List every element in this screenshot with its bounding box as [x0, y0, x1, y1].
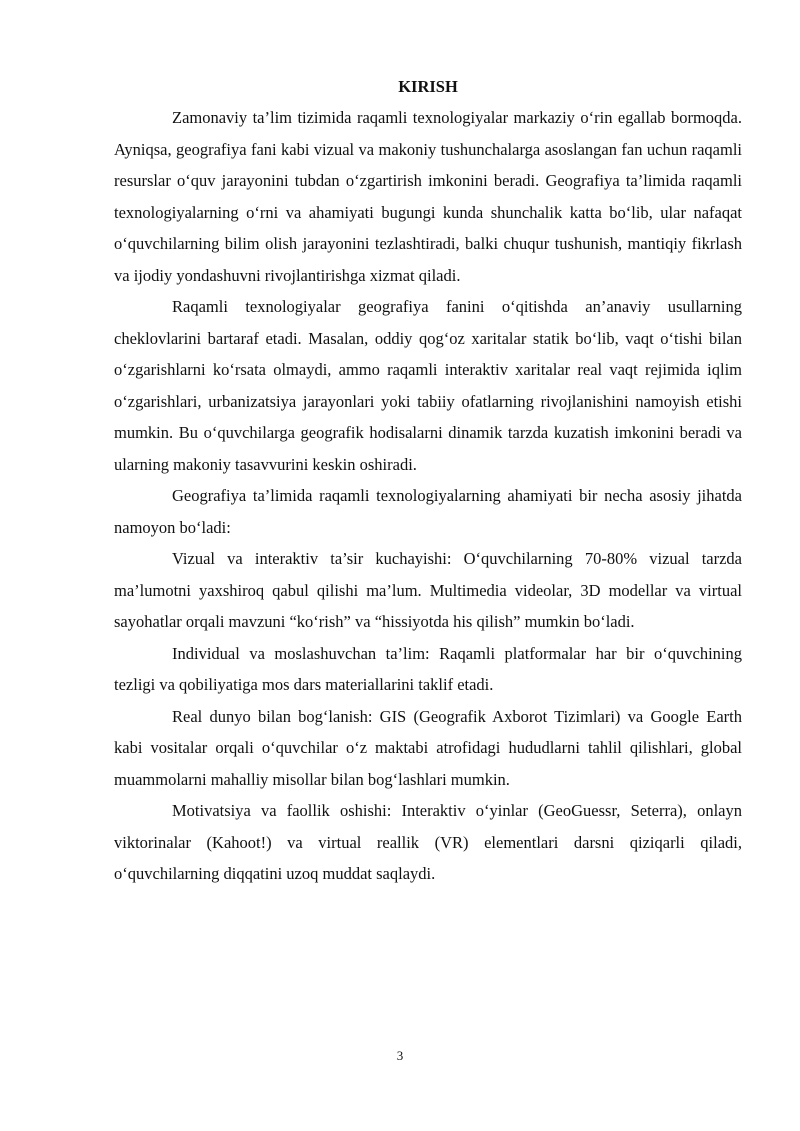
page-number: 3: [396, 1048, 404, 1063]
section-heading: KIRISH: [398, 77, 458, 96]
paragraph-limitations: Raqamli texnologiyalar geografiya fanini o‘qitishda an’anaviy usullarning cheklovlarini bartaraf etadi. Masalan, oddiy qog‘oz xaritalar statik bo‘lib, vaqt o‘tishi bilan o‘zgarishlarni ko‘rsata olmaydi, ammo raqamli interaktiv xaritalar real vaqt rejimida iqlim o‘zgarishlari, urbanizatsiya jarayonlari yoki tabiiy ofatlarning rivojlanishini namoyish etishi mumkin. Bu o‘quvchilarga geografik hodisalarni dinamik tarzda kuzatish imkonini beradi va ularning makoniy tasavvurini keskin oshiradi.: [114, 297, 742, 474]
paragraph-importance: Geografiya ta’limida raqamli texnologiyalarning ahamiyati bir necha asosiy jihatda namoyon bo‘ladi:: [114, 486, 742, 537]
paragraph-motivation: Motivatsiya va faollik oshishi: Interaktiv o‘yinlar (GeoGuessr, Seterra), onlayn viktorinalar (Kahoot!) va virtual reallik (VR) elementlari darsni qiziqarli qiladi, o‘quvchilarning diqqatini uzoq muddat saqlaydi.: [114, 801, 742, 883]
paragraph-individual-learning: Individual va moslashuvchan ta’lim: Raqamli platformalar har bir o‘quvchining tezligi va qobiliyatiga mos dars materiallarini taklif etadi.: [114, 643, 742, 694]
document-body: [114, 76, 742, 890]
paragraph-real-world: Real dunyo bilan bog‘lanish: GIS (Geografik Axborot Tizimlari) va Google Earth kabi vositalar orqali o‘quvchilar o‘z maktabi atrofidagi hududlarni tahlil qilishlari, global muammolarni mahalliy misollar bilan bog‘lashlari mumkin.: [114, 706, 742, 789]
paragraph-visual-impact: Vizual va interaktiv ta’sir kuchayishi: O‘quvchilarning 70-80% vizual tarzda ma’lumotni yaxshiroq qabul qilishi ma’lum. Multimedia videolar, 3D modellar va virtual sayohatlar orqali mavzuni “ko‘rish” va “hissiyotda his qilish” mumkin bo‘ladi.: [114, 549, 742, 631]
paragraph-intro: Zamonaviy ta’lim tizimida raqamli texnologiyalar markaziy o‘rin egallab bormoqda. Ayniqsa, geografiya fani kabi vizual va makoniy tushunchalarga asoslangan fan uchun raqamli resurslar o‘quv jarayonini tubdan o‘zgartirish imkonini beradi. Geografiya ta’limida raqamli texnologiyalarning o‘rni va ahamiyati bugungi kunda shunchalik katta bo‘lib, ular nafaqat o‘quvchilarning bilim olish jarayonini tezlashtiradi, balki chuqur tushunish, mantiqiy fikrlash va ijodiy yondashuvni rivojlantirishga xizmat qiladi.: [114, 108, 742, 285]
